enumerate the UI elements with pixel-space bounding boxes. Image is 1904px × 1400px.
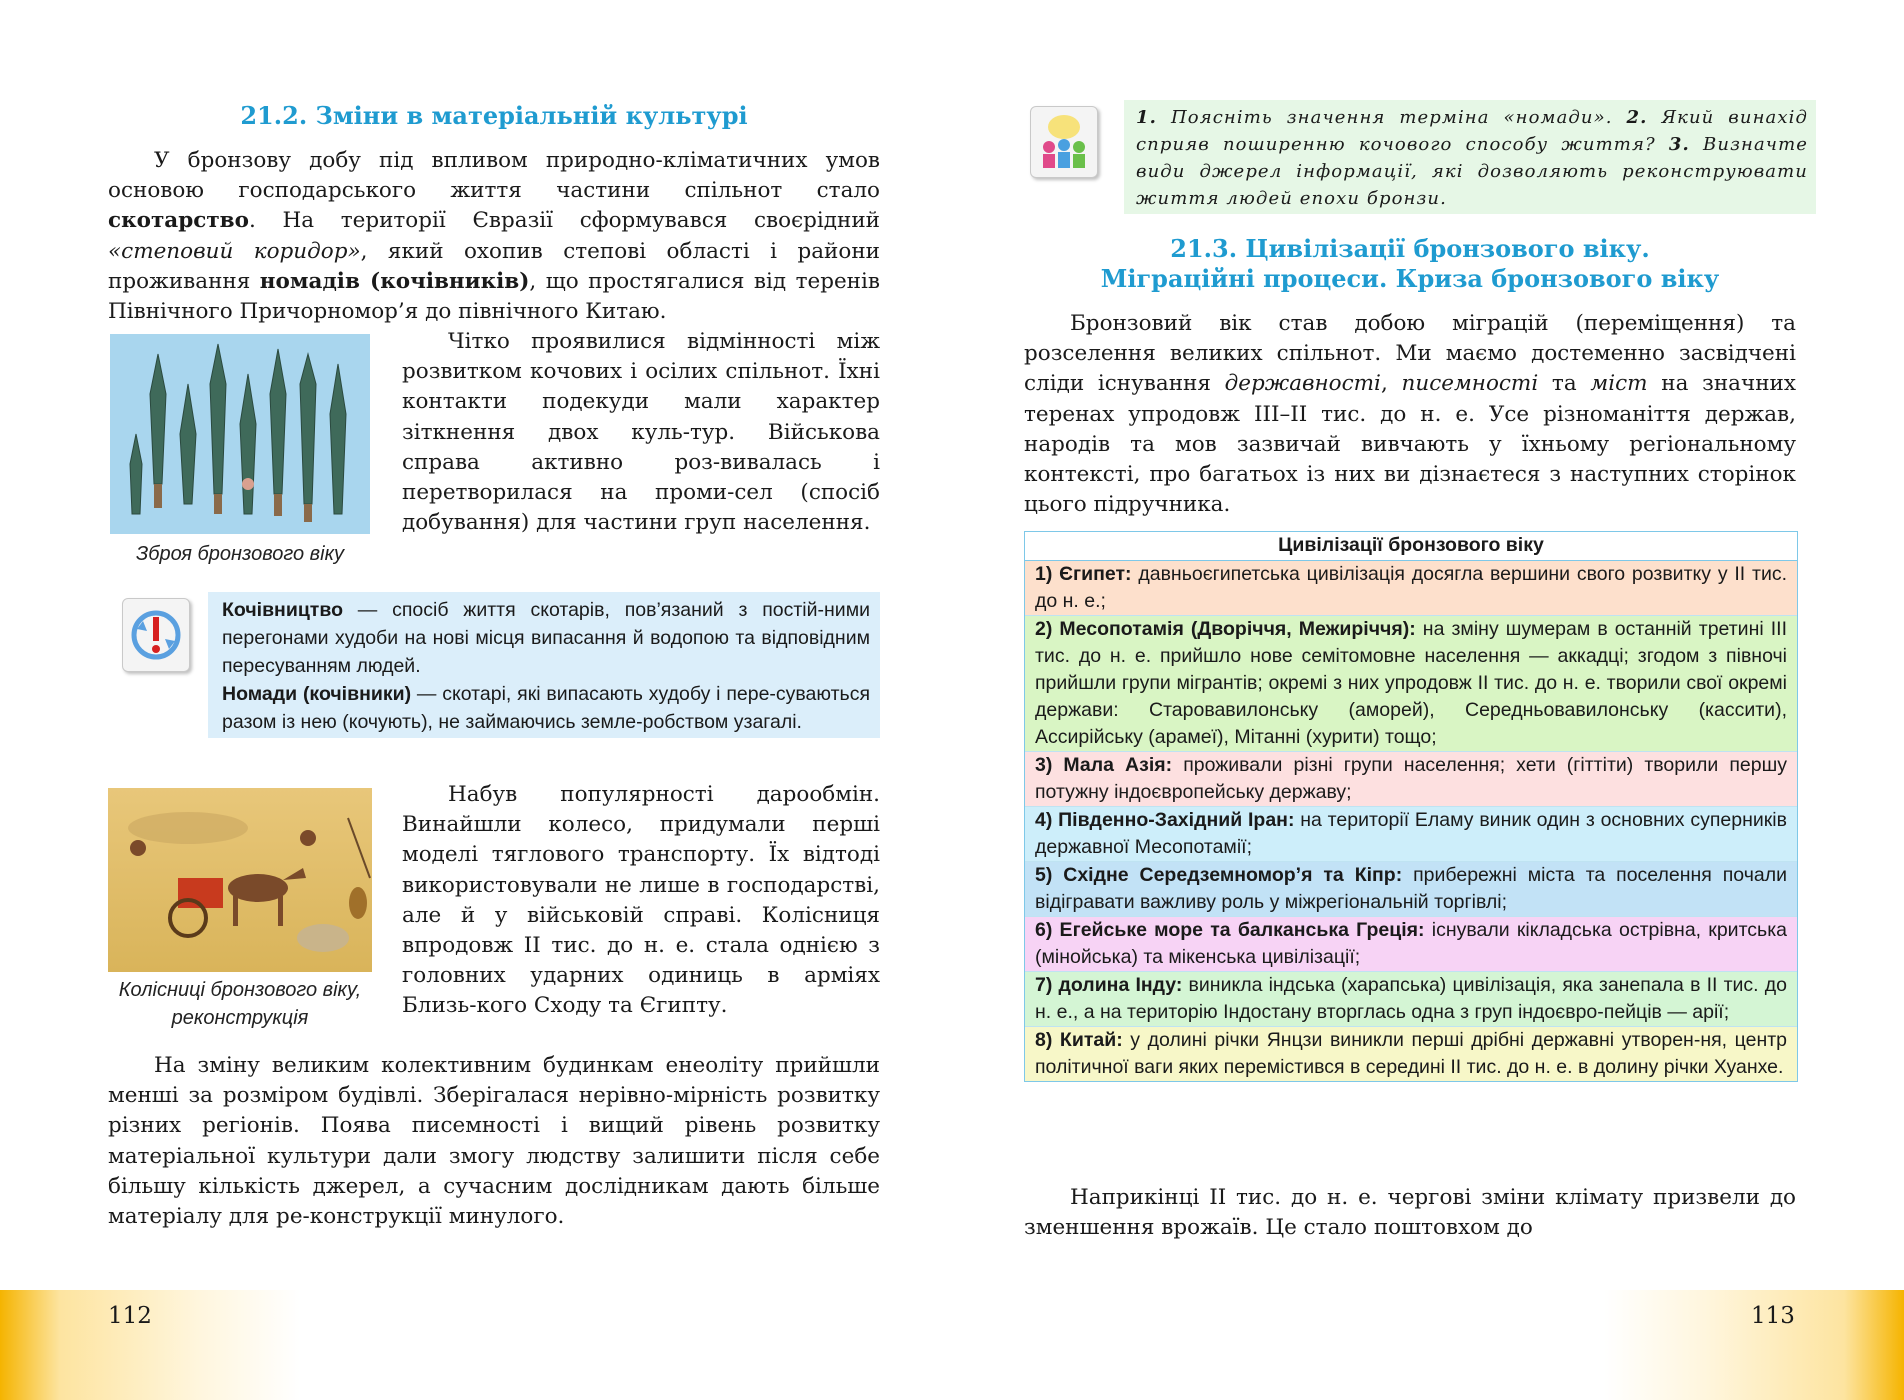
task-number-2: 2. xyxy=(1626,107,1648,128)
table-row xyxy=(1025,972,1797,1027)
migration-text-3: та xyxy=(1538,371,1591,397)
civilization-name: 8) Китай: xyxy=(1035,1029,1123,1051)
civilization-description: існували кікладська острівна, критська (мінойська) та мікенська цивілізації; xyxy=(1035,919,1788,968)
trade-paragraph xyxy=(402,780,880,1022)
definition-nomads xyxy=(222,680,870,736)
civilization-description: виникла індська (харапська) цивілізація, яка занепала в ІІ тис. до н. е., а на територію Індостану вторглась одна з груп індоєвро-пейців — арії; xyxy=(1035,974,1787,1023)
tasks-box xyxy=(1124,100,1816,214)
exclamation-icon xyxy=(123,599,189,671)
climate-paragraph xyxy=(1024,1183,1796,1243)
table-row xyxy=(1025,616,1797,752)
table-row xyxy=(1025,807,1797,862)
civilization-name: 4) Південно-Західний Іран: xyxy=(1035,809,1295,831)
definition-term-1: Кочівництво xyxy=(222,599,343,621)
intro-paragraph xyxy=(108,146,880,327)
footer-band xyxy=(0,1290,1904,1400)
table-row xyxy=(1025,752,1797,807)
chariot-figure xyxy=(108,788,372,1029)
civilization-description: на зміну шумерам в останній третині ІІІ тис. до н. е. прийшло нове семітомовне населення — аккадці; згодом з півночі прийшли групи мігрантів; окремі з них упродовж ІІ тис. до н. е. творили свої окремі держави: Старовавилонську (аморей), Середньовавилонську (кассити), Ассирійську (арамеї), Мітанні (хурити) тощо; xyxy=(1035,618,1787,748)
climate-text: Наприкінці ІІ тис. до н. е. чергові зміни клімату призвели до зменшення врожаїв. Це стало поштовхом до xyxy=(1024,1185,1796,1241)
definition-term-2: Номади (кочівники) xyxy=(222,683,412,705)
term-cities: міст xyxy=(1590,371,1648,397)
definition-text-2: — скотарі, які випасають худобу і пере-суваються разом із нею (кочують), не займаючись земле-робством узагалі. xyxy=(222,683,871,733)
page-number-left: 112 xyxy=(108,1303,152,1329)
weapons-figure xyxy=(110,334,370,565)
migration-text-1: Бронзовий вік став добою міграцій (переміщення) та розселення великих спільнот. Ми маємо достеменно засвідчені сліди існування xyxy=(1024,311,1796,397)
term-writing: писемності xyxy=(1401,371,1539,397)
section-title-line-1: 21.3. Цивілізації бронзового віку. xyxy=(1170,234,1650,263)
definition-text-1: — спосіб життя скотарів, пов’язаний з постій-ними перегонами худоби на нові місця випасання й водопою та відповідним пересуванням людей. xyxy=(222,599,870,677)
group-discussion-icon xyxy=(1031,107,1097,177)
intro-text-2: . На території Євразії сформувався своєрідний xyxy=(248,208,880,234)
civilization-name: 2) Месопотамія (Дворіччя, Межиріччя): xyxy=(1035,618,1416,640)
civilizations-table xyxy=(1024,531,1798,1082)
table-body xyxy=(1025,561,1797,1081)
section-title-21-3 xyxy=(1024,234,1796,294)
nomad-contacts-paragraph xyxy=(402,327,880,538)
page-number-right: 113 xyxy=(1751,1303,1795,1329)
civilization-name: 6) Егейське море та балканська Греція: xyxy=(1035,919,1425,941)
definitions-box xyxy=(208,592,880,738)
nomad-contacts-text: Чітко проявилися відмінності між розвитком кочових і осілих спільнот. Їхні контакти подекуди мали характер зіткнення двох куль-тур. Військова справа активно роз-вивалась і перетворилася на проми-сел (спосіб добування) для частини груп населення. xyxy=(402,329,880,536)
weapons-image xyxy=(110,334,370,534)
civilization-name: 7) долина Інду: xyxy=(1035,974,1183,996)
civilization-name: 3) Мала Азія: xyxy=(1035,754,1173,776)
intro-text-3: , який охопив степові області і райони проживання xyxy=(108,238,880,294)
section-title-21-2: 21.2. Зміни в матеріальній культурі xyxy=(240,101,748,130)
task-badge xyxy=(1030,106,1098,178)
intro-text-4: , що простягалися від теренів Північного Причорномор’я до північного Китаю. xyxy=(108,268,880,325)
chariot-image xyxy=(108,788,372,972)
civilization-description: прибережні міста та поселення почали відігравати важливу роль у міжрегіональній торгівлі; xyxy=(1035,864,1787,913)
civilization-description: на території Еламу виник один з основних суперників державної Месопотамії; xyxy=(1035,809,1787,858)
migration-paragraph xyxy=(1024,309,1796,520)
table-row xyxy=(1025,1027,1797,1081)
intro-text-1: У бронзову добу під впливом природно-кліматичних умов основою господарського життя частини спільнот стало xyxy=(108,148,880,204)
term-livestock: скотарство xyxy=(108,208,249,234)
term-statehood: державності xyxy=(1224,371,1381,397)
civilization-description: давньоєгипетська цивілізація досягла вершини свого розвитку у ІІ тис. до н. е.; xyxy=(1035,563,1788,612)
buildings-paragraph xyxy=(108,1051,880,1232)
term-steppe-corridor: «степовий коридор» xyxy=(108,238,361,264)
migration-text-2: , xyxy=(1380,371,1402,397)
civilization-description: проживали різні групи населення; хети (гіттіти) творили першу потужну індоєвропейську державу; xyxy=(1035,754,1787,803)
term-nomads: номадів (кочівників) xyxy=(259,268,530,294)
migration-text-4: на значних теренах упродовж ІІІ–ІІ тис. до н. е. Усе різноманіття держав, народів та мов зазвичай вивчають у їхньому регіональному контексті, про багатьох із них ви дізнаєтеся з наступних сторінок цього підручника. xyxy=(1024,371,1796,518)
task-number-1: 1. xyxy=(1136,107,1157,128)
table-title: Цивілізації бронзового віку xyxy=(1025,532,1797,561)
task-question-1: Поясніть значення терміна «номади». xyxy=(1157,107,1627,128)
buildings-text: На зміну великим колективним будинкам енеоліту прийшли менші за розміром будівлі. Зберігалася нерівно-мірність розвитку різних регіонів. Поява писемності і вищий рівень розвитку матеріальної культури дали змогу людству залишити після себе більшу кількість джерел, а сучасним дослідникам дають більше матеріалу для ре-конструкції минулого. xyxy=(108,1053,880,1230)
definition-nomadism xyxy=(222,596,870,680)
table-row xyxy=(1025,862,1797,917)
civilization-name: 5) Східне Середземномор’я та Кіпр: xyxy=(1035,864,1403,886)
civilization-name: 1) Єгипет: xyxy=(1035,563,1132,585)
civilization-description: у долині річки Янцзи виникли перші дрібні державні утворен-ня, центр політичної ваги яких перемістився в середині ІІ тис. до н. е. в долину річки Хуанхе. xyxy=(1035,1029,1787,1078)
task-number-3: 3. xyxy=(1668,134,1690,155)
task-question-3: Визначте види джерел інформації, які дозволяють реконструювати життя людей епохи бронзи. xyxy=(1136,134,1808,209)
weapons-caption: Зброя бронзового віку xyxy=(135,543,345,565)
chariot-caption: Колісниці бронзового віку, реконструкція xyxy=(118,979,362,1029)
trade-text: Набув популярності дарообмін. Винайшли колесо, придумали перші моделі тяглового транспорту. Їх відтоді використовували не лише в господарстві, але й у військовій справі. Колісниця впродовж ІІ тис. до н. е. стала однією з головних ударних одиниць в арміях Близь-кого Сходу та Єгипту. xyxy=(402,782,880,1019)
section-title-line-2: Міграційні процеси. Криза бронзового віку xyxy=(1100,264,1720,293)
table-row xyxy=(1025,917,1797,972)
table-row xyxy=(1025,561,1797,616)
attention-badge xyxy=(122,598,190,672)
task-question-2: Який винахід сприяв поширенню кочового способу життя? xyxy=(1136,107,1808,155)
